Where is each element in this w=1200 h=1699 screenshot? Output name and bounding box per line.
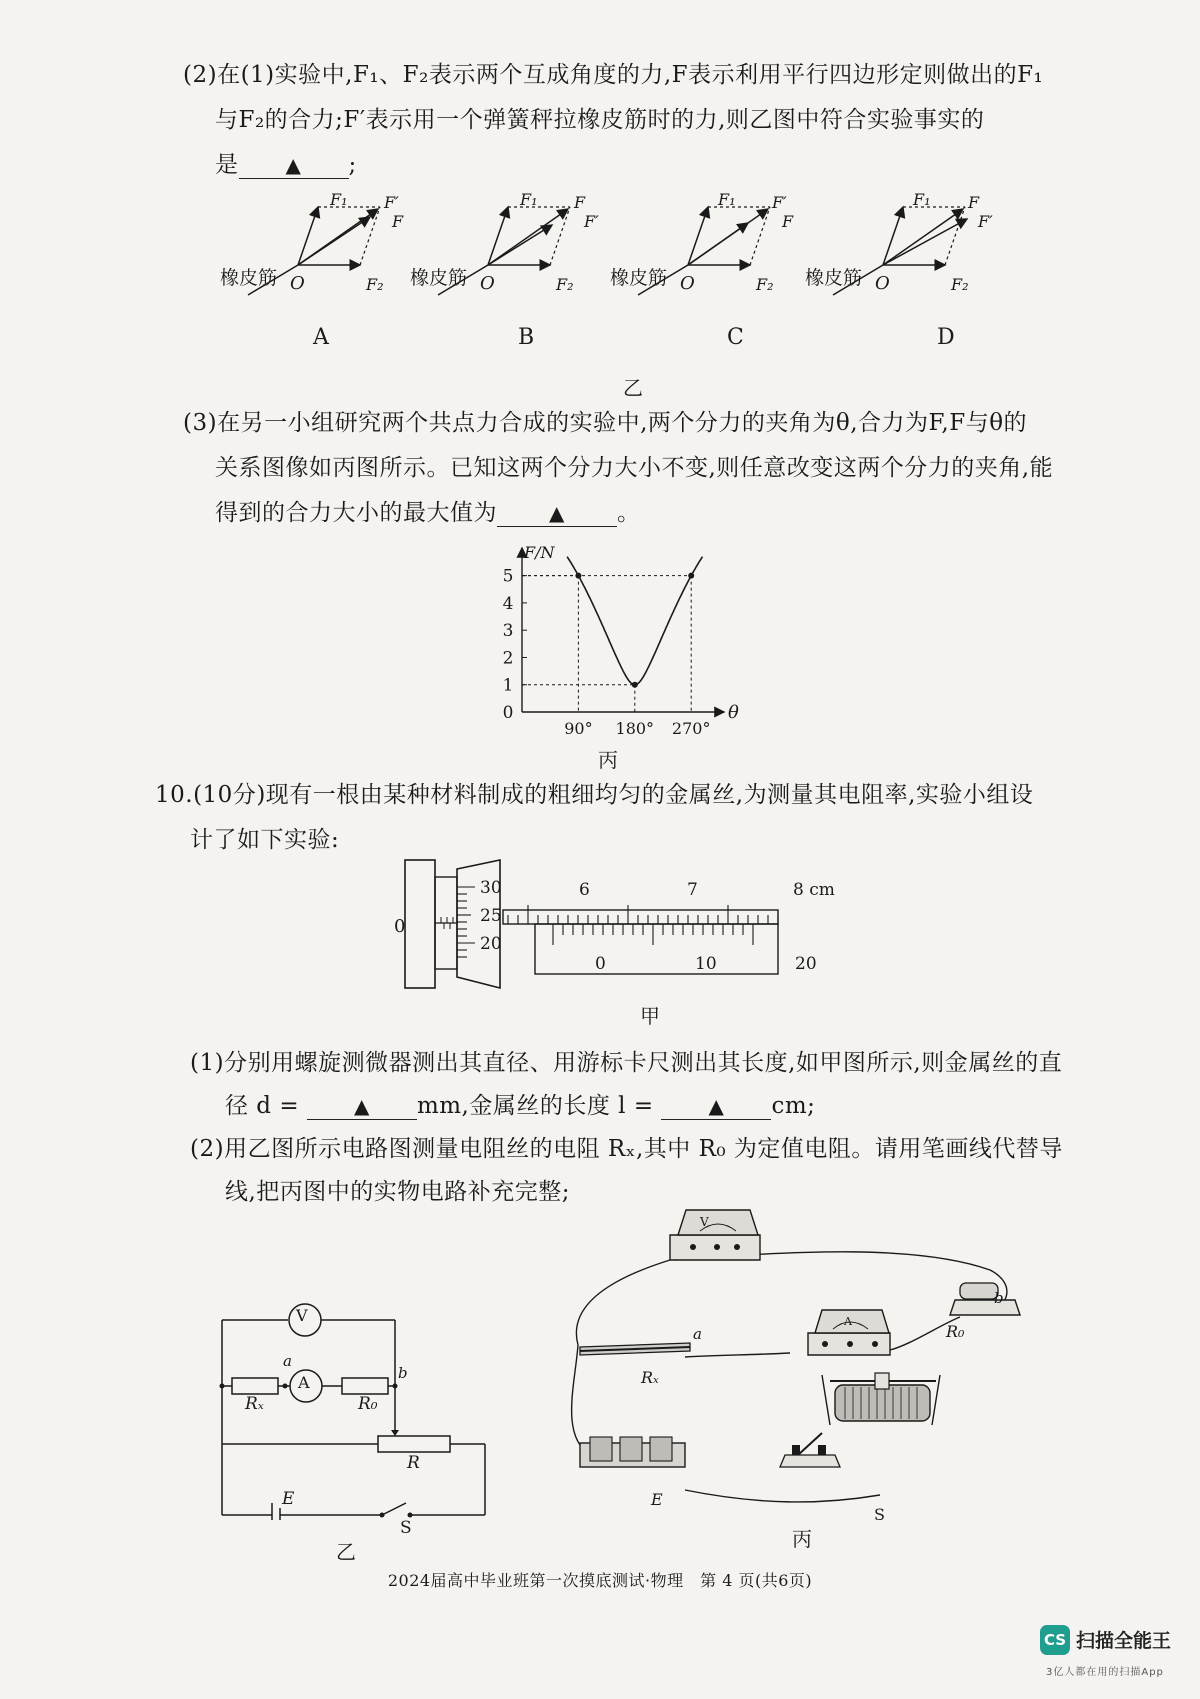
diagram-b-f1: F₁	[520, 190, 538, 209]
diagram-b-f-lower: F′	[584, 212, 599, 231]
q9-part2-prefix: 是	[215, 152, 239, 178]
diagram-b-rubber-label: 橡皮筋	[410, 267, 468, 289]
y-tick-label: 4	[502, 593, 514, 614]
option-c-label: C	[727, 325, 744, 350]
physical-rheostat	[822, 1373, 940, 1425]
force-angle-chart	[480, 540, 740, 740]
physical-e-label: E	[651, 1490, 663, 1509]
diagram-c-f1: F₁	[718, 190, 736, 209]
option-a-label: A	[313, 325, 329, 350]
q9-part3-line1: (3)在另一小组研究两个共点力合成的实验中,两个分力的夹角为θ,合力为F,F与θ的	[183, 410, 1028, 436]
physical-node-b: b	[994, 1289, 1004, 1307]
y-tick-label: 2	[502, 648, 514, 669]
schematic-e: E	[282, 1489, 295, 1509]
schematic-node-b: b	[398, 1364, 408, 1382]
diameter-prefix: 径 d =	[225, 1093, 300, 1119]
option-b-label: B	[518, 325, 535, 350]
physical-battery	[580, 1437, 685, 1467]
diagram-d-f1: F₁	[913, 190, 931, 209]
diagram-d-f2: F₂	[951, 275, 969, 294]
length-suffix: cm;	[771, 1093, 816, 1119]
diagram-a-f1: F₁	[330, 190, 348, 209]
q10-line1: 10.(10分)现有一根由某种材料制成的粗细均匀的金属丝,为测量其电阻率,实验小组设	[155, 782, 1034, 808]
answer-blank[interactable]	[497, 500, 617, 527]
caliper-vernier-10: 10	[695, 954, 717, 974]
diagram-d-origin: O	[875, 273, 890, 294]
physical-node-a: a	[693, 1325, 702, 1343]
y-tick-label: 0	[502, 703, 514, 723]
physical-circuit	[560, 1205, 1040, 1525]
micrometer-tick-25: 25	[480, 906, 502, 926]
q10-part2-line2: 线,把丙图中的实物电路补充完整;	[225, 1179, 571, 1205]
x-tick-label: 180°	[615, 719, 655, 738]
physical-r0-label: R₀	[946, 1322, 965, 1341]
q10-part1-line2	[225, 1086, 815, 1126]
diagram-c-f-lower: F	[782, 212, 794, 231]
schematic-voltmeter: V	[296, 1306, 308, 1325]
diagram-b-f-upper: F	[574, 193, 586, 212]
q9-part3-prefix: 得到的合力大小的最大值为	[215, 500, 497, 526]
camscanner-name: 扫描全能王	[1076, 1630, 1172, 1652]
physical-rx	[580, 1343, 690, 1355]
blank-marker: ▲	[708, 1094, 725, 1118]
y-axis-label: F/N	[524, 543, 555, 562]
length-prefix: mm,金属丝的长度 l =	[416, 1093, 654, 1119]
answer-blank[interactable]	[239, 152, 349, 179]
schematic-caption: 乙	[336, 1540, 356, 1564]
caliper-main-8: 8 cm	[793, 880, 835, 900]
diameter-answer-blank[interactable]	[307, 1093, 417, 1120]
diagram-c-origin: O	[680, 273, 695, 294]
physical-rx-label: Rₓ	[641, 1368, 659, 1387]
diagram-b-origin: O	[480, 273, 495, 294]
diagram-a-f2: F₂	[366, 275, 384, 294]
schematic-r: R	[407, 1453, 420, 1473]
q9-part2-line1: (2)在(1)实验中,F₁、F₂表示两个互成角度的力,F表示利用平行四边形定则做出的F₁	[183, 62, 1044, 88]
camscanner-logo-icon: CS	[1040, 1625, 1070, 1655]
q9-part3-suffix: 。	[617, 500, 641, 526]
physical-ammeter-label: A	[844, 1315, 852, 1328]
diagram-d-rubber-label: 橡皮筋	[805, 267, 863, 289]
schematic-r0: R₀	[358, 1394, 378, 1414]
option-d-label: D	[937, 325, 955, 350]
diagram-c-f-upper: F′	[772, 193, 787, 212]
page-footer: 2024届高中毕业班第一次摸底测试·物理 第 4 页(共6页)	[387, 1571, 813, 1590]
physical-voltmeter	[670, 1210, 760, 1260]
caliper-main-6: 6	[579, 880, 590, 900]
q9-part2-suffix: ;	[348, 152, 357, 178]
camscanner-tagline: 3亿人都在用的扫描App	[1046, 1667, 1164, 1678]
data-point	[688, 573, 694, 579]
q9-part2-line2: 与F₂的合力;F′表示用一个弹簧秤拉橡皮筋时的力,则乙图中符合实验事实的	[215, 107, 985, 133]
y-tick-label: 1	[502, 675, 514, 696]
diagram-a-rubber-label: 橡皮筋	[220, 267, 278, 289]
physical-r0	[950, 1283, 1020, 1315]
diagram-d-f-upper: F	[968, 193, 980, 212]
diagram-a-origin: O	[290, 273, 305, 294]
x-tick-label: 270°	[671, 719, 711, 738]
x-tick-label: 90°	[564, 719, 593, 738]
x-axis-label: θ	[728, 702, 739, 723]
length-answer-blank[interactable]	[661, 1093, 771, 1120]
diagram-a-f-lower: F	[392, 212, 404, 231]
q10-line2: 计了如下实验:	[190, 827, 340, 853]
schematic-rx: Rₓ	[245, 1394, 264, 1414]
q10-part2-line1: (2)用乙图所示电路图测量电阻丝的电阻 Rₓ,其中 R₀ 为定值电阻。请用笔画线代替导	[190, 1136, 1063, 1162]
caliper-vernier-20: 20	[795, 954, 817, 974]
diagram-c-f2: F₂	[756, 275, 774, 294]
schematic-node-a: a	[283, 1352, 292, 1370]
y-tick-label: 3	[502, 621, 514, 642]
schematic-s: S	[400, 1518, 412, 1538]
physical-s-label: S	[874, 1505, 885, 1524]
micrometer-tick-20: 20	[480, 934, 502, 954]
physical-switch	[780, 1433, 840, 1467]
q9-part3-line2: 关系图像如丙图所示。已知这两个分力大小不变,则任意改变这两个分力的夹角,能	[215, 455, 1054, 481]
figure-jia-caption: 甲	[640, 1004, 660, 1028]
y-tick-label: 5	[502, 566, 514, 587]
blank-marker: ▲	[285, 153, 302, 177]
q9-part2-line3	[215, 145, 357, 185]
diagram-c-rubber-label: 橡皮筋	[610, 267, 668, 289]
caliper-vernier-0: 0	[595, 954, 606, 974]
micrometer-main-zero: 0	[394, 916, 406, 937]
caliper-main-7: 7	[687, 880, 698, 900]
physical-circuit-caption: 丙	[792, 1527, 812, 1551]
diagram-b-f2: F₂	[556, 275, 574, 294]
micrometer-tick-30: 30	[480, 878, 502, 898]
blank-marker: ▲	[549, 501, 565, 525]
figure-yi-caption: 乙	[623, 376, 643, 400]
vernier-caliper	[503, 905, 778, 974]
schematic-ammeter: A	[298, 1373, 310, 1392]
diagram-d-f-lower: F′	[978, 212, 993, 231]
diagram-a-f-upper: F′	[384, 193, 399, 212]
data-point	[632, 682, 638, 688]
measuring-tools-figure	[395, 855, 865, 995]
q9-part3-line3	[215, 493, 641, 533]
physical-voltmeter-label: V	[700, 1215, 709, 1229]
q10-part1-line1: (1)分别用螺旋测微器测出其直径、用游标卡尺测出其长度,如甲图所示,则金属丝的直	[190, 1050, 1063, 1076]
blank-marker: ▲	[353, 1094, 370, 1118]
force-curve	[567, 557, 702, 685]
chart-caption: 丙	[598, 748, 618, 772]
